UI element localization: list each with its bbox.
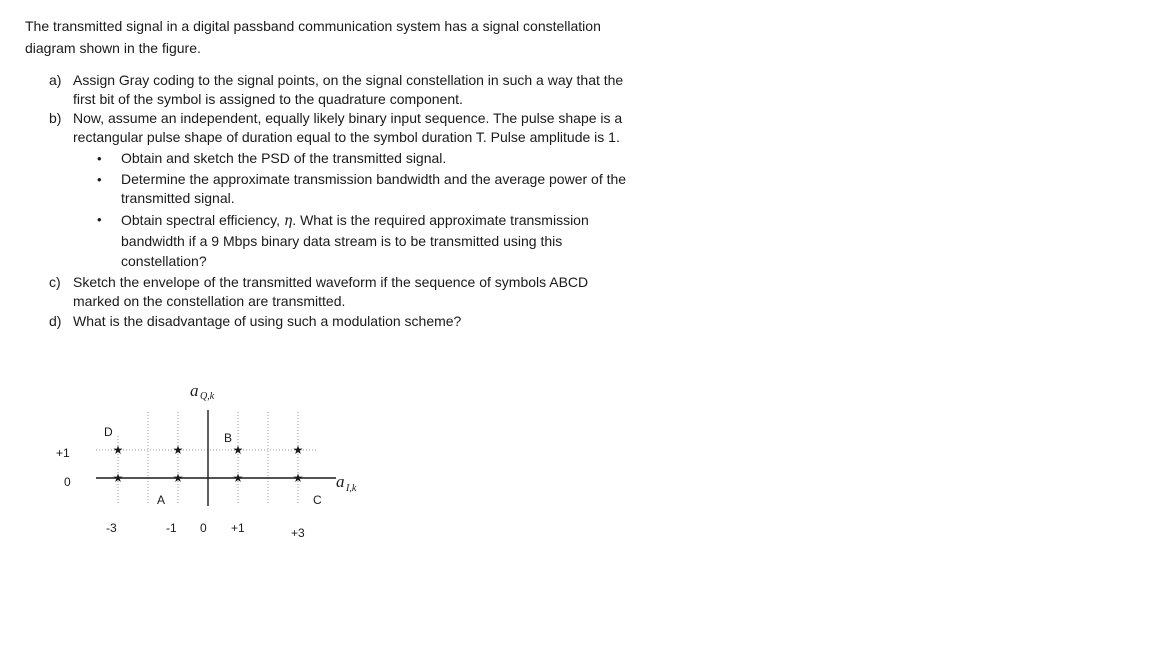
bullet-spectral-efficiency [121,210,635,271]
bullet-b3-pre: Obtain spectral efficiency, [121,212,284,228]
constellation-points [113,443,304,485]
bullet-icon: • [97,212,102,227]
part-c-text: Sketch the envelope of the transmitted waveform if the sequence of symbols ABCD marked on the constellation are transmitted. [73,274,589,309]
part-d-text: What is the disadvantage of using such a modulation scheme? [73,313,462,329]
part-a-text: Assign Gray coding to the signal points, on the signal constellation in such a way that the first bit of the symbol is assigned to the quadrature component. [73,72,624,107]
constellation-point: ★ [112,471,124,485]
x-tick-label: -3 [106,521,117,535]
x-tick-label: 0 [200,521,207,535]
bullet-item [97,210,635,271]
constellation-point: ★ [292,443,304,457]
part-b-label: b) [49,110,62,126]
part-c [49,273,635,311]
problem-document [25,15,635,331]
constellation-point: ★ [112,443,124,457]
part-a [49,71,635,109]
constellation-point: ★ [232,471,244,485]
bullet-icon: • [97,172,102,187]
part-d [49,312,635,331]
constellation-point: ★ [232,443,244,457]
bullet-item [97,170,635,208]
bullet-psd: Obtain and sketch the PSD of the transmitted signal. [121,150,447,166]
eta-symbol: η [283,213,293,229]
vertical-axis-subscript: Q,k [200,391,215,402]
horizontal-axis-name: a [336,472,345,491]
horizontal-axis-subscript: I,k [346,483,357,494]
constellation-point: ★ [292,471,304,485]
bullet-icon: • [97,151,102,166]
symbol-label-b: B [224,431,233,445]
constellation-point: ★ [172,443,184,457]
x-tick-label: +3 [291,526,305,540]
x-tick-label: +1 [231,521,245,535]
constellation-point: ★ [172,471,184,485]
symbol-label-a: A [157,493,166,507]
y-tick-label: 0 [64,475,71,489]
part-c-label: c) [49,274,61,290]
symbol-label-c: C [313,493,322,507]
bullet-b3-post: . What is the required approximate transmission bandwidth if a 9 Mbps binary data stream is to be transmitted using this constellation? [121,212,589,269]
part-b-bullets [97,149,635,271]
part-b [49,109,635,273]
part-d-label: d) [49,313,62,329]
part-a-label: a) [49,72,62,88]
vertical-axis-name: a [190,381,199,400]
symbol-label-d: D [104,425,113,439]
bullet-bandwidth-power: Determine the approximate transmission bandwidth and the average power of the transmitted signal. [121,171,627,206]
bullet-item [97,149,635,168]
y-tick-label: +1 [56,446,70,460]
x-tick-label: -1 [166,521,177,535]
problem-intro: The transmitted signal in a digital passband communication system has a signal constellation diagram shown in the figure. [25,18,601,56]
part-b-text: Now, assume an independent, equally likely binary input sequence. The pulse shape is a rectangular pulse shape of duration equal to the symbol duration T. Pulse amplitude is 1. [73,110,623,145]
